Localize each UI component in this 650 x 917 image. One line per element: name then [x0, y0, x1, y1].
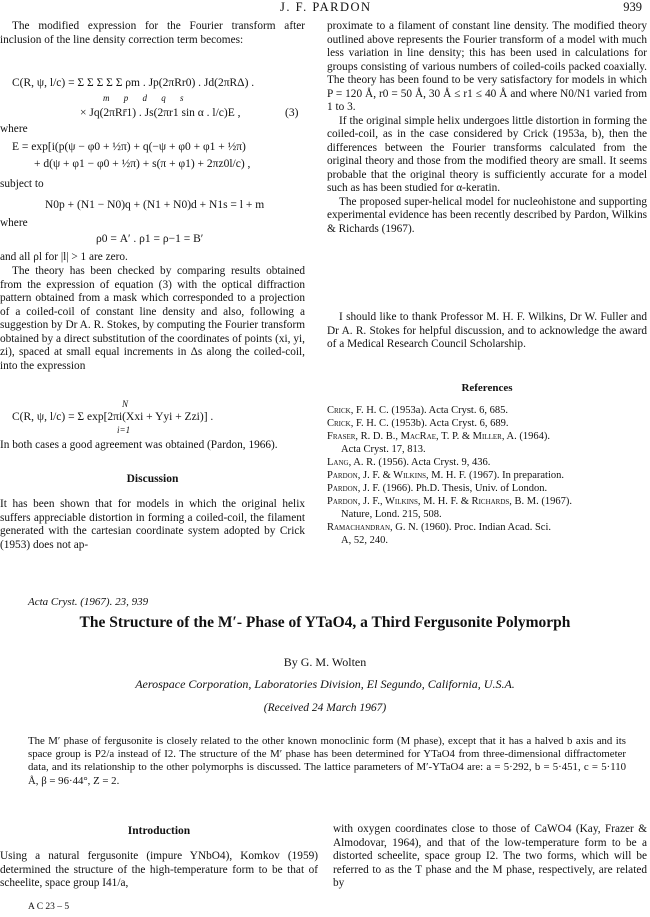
equation-3-line2: × Jq(2πRr̄1) . Js(2πr1 sin α . l/c)E , — [80, 107, 241, 119]
running-head-author: J. F. PARDON — [280, 0, 372, 14]
equation-3-number: (3) — [285, 107, 299, 119]
equation-rho: ρ0 = A′ . ρ1 = ρ−1 = B′ — [96, 233, 204, 245]
reference-item: Lang, A. R. (1956). Acta Cryst. 9, 436. — [327, 457, 491, 468]
acknowledgement: I should like to thank Professor M. H. F. Wilkins, Dr W. Fuller and Dr A. R. Stokes for helpful discussion, and to acknowledge the award of a Medical Research Council Scholarship. — [327, 311, 647, 350]
reference-item: A, 52, 240. — [341, 535, 388, 546]
where-label-2: where — [0, 217, 28, 229]
intro-paragraph: The modified expression for the Fourier transform after inclusion of the line density correction term becomes: — [0, 20, 305, 46]
reference-item: Acta Cryst. 17, 813. — [341, 444, 426, 455]
page-footer: A C 23 – 5 — [28, 902, 70, 912]
reference-item: Pardon, J. F., Wilkins, M. H. F. & Richards, B. M. (1967). — [327, 496, 573, 507]
acknowledgement-block — [327, 311, 647, 352]
equation-sum-lower: i=1 — [117, 425, 131, 435]
right-paragraph-1: proximate to a filament of constant line density. The modified theory outlined above represents the Fourier transform of a model with much less variation in line density; this has been used in calculations for groups consisting of various numbers of coiled-coils packed coaxially. The theory has been found to be very satisfactory for models in which P = 120 Å, r0 = 50 Å, 30 Å ≤ r1 ≤ 40 Å and where N0/N1 varied from 1 to 3. — [327, 20, 647, 113]
reference-item: Ramachandran, G. N. (1960). Proc. Indian Acad. Sci. — [327, 522, 551, 533]
introduction-left: Using a natural fergusonite (impure YNbO4), Komkov (1959) determined the structure of the high-temperature form to be that of scheelite, space group I41/a, — [0, 850, 318, 889]
check-paragraph: The theory has been checked by comparing results obtained from the expression of equation (3) with the optical diffraction pattern obtained from a mask which corresponded to a projection of a coiled-coil of constant line density and also, following a suggestion by Dr A. R. Stokes, by computing the Fourier transform obtained by a direct substitution of the coordinates of points (xi, yi, zi), spaced at small equal increments in Δs along the coiled-coil, into the expression — [0, 265, 305, 372]
page-number: 939 — [623, 0, 642, 14]
equation-sum-upper: N — [122, 399, 129, 409]
discussion-heading: Discussion — [126, 473, 179, 485]
where-label-1: where — [0, 123, 28, 135]
received-date: (Received 24 March 1967) — [263, 702, 387, 714]
introduction-right: with oxygen coordinates close to those of CaWO4 (Kay, Frazer & Almodovar, 1964), and that of the low-temperature form to be a distorted scheelite, space group I2. The two forms, which will be referred to as the T phase and the M phase, respectively, are related by — [333, 823, 647, 889]
check-paragraph-block — [0, 265, 305, 373]
byline: By G. M. Wolten — [283, 655, 367, 669]
agreement-text: In both cases a good agreement was obtained (Pardon, 1966). — [0, 439, 278, 451]
introduction-heading: Introduction — [127, 825, 191, 837]
reference-item: Crick, F. H. C. (1953a). Acta Cryst. 6, 685. — [327, 405, 508, 416]
abstract: The M′ phase of fergusonite is closely related to the other known monoclinic form (M phase), except that it has a halved b axis and its space group is P2/a instead of I2. The structure of the M′ phase has been determined for YTaO4 from three-dimensional diffractometer data, and its relationship to the other polymorphs is discussed. The lattice parameters of M′-YTaO4 are: a = 5·292, b = 5·451, c = 5·110 Å, β = 96·44°, Z = 2. — [28, 735, 626, 787]
subject-to-label: subject to — [0, 178, 44, 190]
affiliation: Aerospace Corporation, Laboratories Division, El Segundo, California, U.S.A. — [135, 677, 515, 691]
reference-item: Pardon, J. F. & Wilkins, M. H. F. (1967). In preparation. — [327, 470, 564, 481]
right-paragraphs — [327, 20, 647, 236]
reference-item: Fraser, R. D. B., MacRae, T. P. & Miller, A. (1964). — [327, 431, 550, 442]
equation-sum: C(R, ψ, l/c) = Σ exp[2πi(Xxi + Yyi + Zzi)] . — [12, 411, 214, 423]
equation-E-line2: + d(ψ + φ1 − φ0 + ½π) + s(π + φ1) + 2πz0l/c) , — [34, 158, 251, 170]
right-paragraph-3: The proposed super-helical model for nucleohistone and supporting experimental evidence has been recently described by Pardon, Wilkins & Richards (1967). — [327, 195, 647, 235]
left-intro — [0, 20, 305, 47]
reference-item: Pardon, J. F. (1966). Ph.D. Thesis, Univ. of London. — [327, 483, 548, 494]
equation-3-line1: C(R, ψ, l/c) = Σ Σ Σ Σ Σ ρm . Jp(2πRr0) . Jd(2πRΔ) . — [12, 77, 255, 89]
journal-citation: Acta Cryst. (1967). 23, 939 — [28, 596, 149, 608]
article-title: The Structure of the M′- Phase of YTaO4, a Third Fergusonite Polymorph — [79, 614, 571, 631]
right-paragraph-2: If the original simple helix undergoes little distortion in forming the coiled-coil, as in the case considered by Crick (1953a, b), then the differences between the Fourier transforms calculated from the original theory and those from the modified theory are small. It seems probable that the original theory is sufficiently accurate for a model such as has been studied for α-keratin. — [327, 114, 647, 194]
equation-3-subscripts: m p d q s — [103, 93, 190, 103]
zero-text: and all ρl for |l| > 1 are zero. — [0, 251, 128, 263]
references-heading: References — [461, 382, 513, 394]
reference-item: Crick, F. H. C. (1953b). Acta Cryst. 6, 689. — [327, 418, 509, 429]
running-head — [0, 0, 650, 16]
equation-condition: N0p + (N1 − N0)q + (N1 + N0)d + N1s = l + m — [45, 199, 265, 211]
reference-item: Nature, Lond. 215, 508. — [341, 509, 442, 520]
discussion-paragraph: It has been shown that for models in which the original helix suffers appreciable distortion in forming a coiled-coil, the filament generated with the cartesian coordinate system adopted by Crick (1953) does not ap- — [0, 498, 305, 551]
equation-E-line1: E = exp[i(p(ψ − φ0 + ½π) + q(−ψ + φ0 + φ1 + ½π) — [12, 141, 246, 153]
